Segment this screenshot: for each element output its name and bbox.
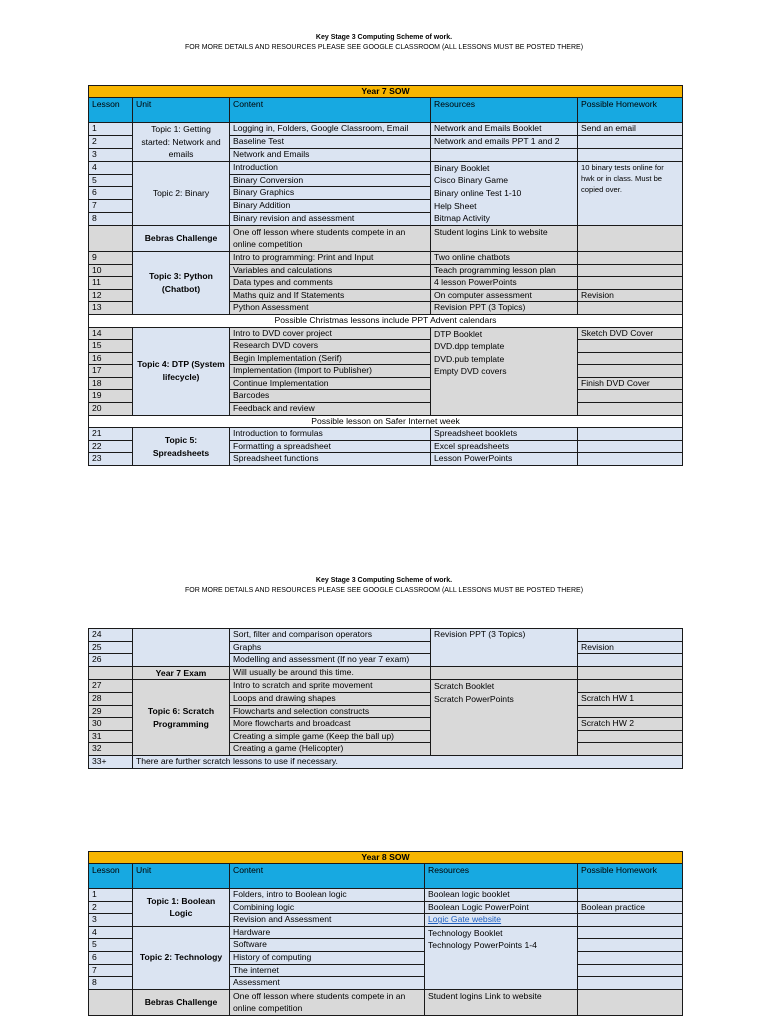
- unit-cell: Topic 2: Technology: [133, 926, 230, 989]
- lesson-number: [89, 225, 133, 251]
- resources-cell: On computer assessment: [431, 289, 578, 302]
- unit-cell: Topic 1: Boolean Logic: [133, 889, 230, 927]
- lesson-number: 2: [89, 135, 133, 148]
- homework-cell: Boolean practice: [578, 901, 683, 914]
- christmas-note: Possible Christmas lessons include PPT Advent calendars: [89, 314, 683, 327]
- homework-cell: [578, 440, 683, 453]
- content-cell: Intro to programming: Print and Input: [230, 251, 431, 264]
- content-cell: Graphs: [230, 641, 431, 654]
- lesson-number: [89, 666, 133, 680]
- table-row: [89, 680, 683, 693]
- lesson-number: 32: [89, 743, 133, 756]
- lesson-number: 4: [89, 161, 133, 174]
- content-cell: Intro to DVD cover project: [230, 327, 431, 340]
- content-cell: Baseline Test: [230, 135, 431, 148]
- table-row: [89, 428, 683, 441]
- resource-line: Technology Booklet: [428, 927, 503, 938]
- lesson-number: 6: [89, 951, 133, 964]
- resource-line: DVD.dpp template: [434, 341, 505, 352]
- lesson-number: 16: [89, 352, 133, 365]
- lesson-number: 21: [89, 428, 133, 441]
- content-cell: Python Assessment: [230, 302, 431, 315]
- content-cell: Hardware: [230, 926, 425, 939]
- lesson-number: 18: [89, 377, 133, 390]
- resource-line: Empty DVD covers: [434, 366, 507, 377]
- lesson-number: 30: [89, 718, 133, 731]
- resources-cell: Network and emails PPT 1 and 2: [431, 135, 578, 148]
- doc-header: [0, 33, 768, 52]
- unit-cell: Topic 6: Scratch Programming: [133, 680, 230, 756]
- resource-spacer: [434, 706, 574, 754]
- col-resources: Resources: [425, 864, 578, 889]
- resources-cell: Boolean Logic PowerPoint: [425, 901, 578, 914]
- unit-cell: Topic 3: Python (Chatbot): [133, 251, 230, 314]
- resources-cell: [431, 161, 578, 225]
- lesson-number: 28: [89, 692, 133, 705]
- lesson-number: 11: [89, 277, 133, 290]
- homework-cell: [578, 352, 683, 365]
- unit-cell: Topic 2: Binary: [133, 161, 230, 225]
- content-cell: Folders, intro to Boolean logic: [230, 889, 425, 902]
- homework-cell: [578, 939, 683, 952]
- homework-cell: [578, 390, 683, 403]
- resource-line: Cisco Binary Game: [434, 175, 509, 186]
- doc-header: [0, 576, 768, 595]
- lesson-number: 25: [89, 641, 133, 654]
- homework-cell: [578, 680, 683, 693]
- homework-cell: [578, 403, 683, 416]
- homework-cell: Sketch DVD Cover: [578, 327, 683, 340]
- lesson-number: 10: [89, 264, 133, 277]
- homework-cell: Revision: [578, 289, 683, 302]
- resources-cell: Excel spreadsheets: [431, 440, 578, 453]
- homework-cell: [578, 743, 683, 756]
- content-cell: Binary revision and assessment: [230, 212, 431, 225]
- content-cell: Binary Addition: [230, 200, 431, 213]
- homework-cell: [578, 340, 683, 353]
- content-cell: Feedback and review: [230, 403, 431, 416]
- content-cell: Implementation (Import to Publisher): [230, 365, 431, 378]
- content-cell: Maths quiz and If Statements: [230, 289, 431, 302]
- table-row: [89, 755, 683, 768]
- unit-cell: Year 7 Exam: [133, 666, 230, 680]
- content-cell: Variables and calculations: [230, 264, 431, 277]
- content-cell: Binary Graphics: [230, 187, 431, 200]
- content-cell: Spreadsheet functions: [230, 453, 431, 466]
- table-row: [89, 327, 683, 340]
- resources-cell: Lesson PowerPoints: [431, 453, 578, 466]
- table-row: [89, 666, 683, 680]
- lesson-number: 14: [89, 327, 133, 340]
- homework-cell: [578, 977, 683, 990]
- lesson-number: 3: [89, 148, 133, 161]
- content-cell: Creating a simple game (Keep the ball up): [230, 730, 431, 743]
- table-title: Year 8 SOW: [89, 852, 683, 864]
- content-cell: Formatting a spreadsheet: [230, 440, 431, 453]
- lesson-number: 13: [89, 302, 133, 315]
- note-row: [89, 314, 683, 327]
- table-title-row: [89, 852, 683, 864]
- resources-cell: [431, 327, 578, 415]
- table-row: [89, 889, 683, 902]
- resources-cell: Network and Emails Booklet: [431, 123, 578, 136]
- homework-cell: [578, 951, 683, 964]
- resource-line: Scratch Booklet: [434, 681, 495, 692]
- lesson-number: 17: [89, 365, 133, 378]
- homework-cell: [578, 926, 683, 939]
- homework-cell: [578, 135, 683, 148]
- homework-cell: [578, 989, 683, 1015]
- unit-cell: [133, 629, 230, 667]
- resources-cell: [425, 926, 578, 989]
- homework-cell: [578, 889, 683, 902]
- unit-cell: Bebras Challenge: [133, 989, 230, 1015]
- resources-cell: Revision PPT (3 Topics): [431, 629, 578, 667]
- lesson-number: 31: [89, 730, 133, 743]
- lesson-number: [89, 989, 133, 1015]
- content-cell: There are further scratch lessons to use if necessary.: [133, 755, 683, 768]
- doc-title: Key Stage 3 Computing Scheme of work.: [315, 34, 453, 41]
- homework-cell: [578, 428, 683, 441]
- homework-cell: [578, 914, 683, 927]
- resource-line: Binary Booklet: [434, 162, 490, 173]
- year7-sow-table: [88, 85, 683, 466]
- lesson-number: 5: [89, 174, 133, 187]
- content-cell: Network and Emails: [230, 148, 431, 161]
- homework-cell: Send an email: [578, 123, 683, 136]
- year8-sow-table: [88, 851, 683, 1016]
- col-unit: Unit: [133, 864, 230, 889]
- table-row: [89, 161, 683, 174]
- content-cell: Research DVD covers: [230, 340, 431, 353]
- column-header-row: [89, 864, 683, 889]
- homework-cell: [578, 365, 683, 378]
- lesson-number: 7: [89, 200, 133, 213]
- lesson-number: 1: [89, 123, 133, 136]
- content-cell: Data types and comments: [230, 277, 431, 290]
- col-content: Content: [230, 864, 425, 889]
- homework-cell: [578, 251, 683, 264]
- homework-cell: Finish DVD Cover: [578, 377, 683, 390]
- doc-subtitle: FOR MORE DETAILS AND RESOURCES PLEASE SEE GOOGLE CLASSROOM (ALL LESSONS MUST BE POSTED THERE): [184, 43, 584, 51]
- content-cell: Revision and Assessment: [230, 914, 425, 927]
- lesson-number: 4: [89, 926, 133, 939]
- lesson-number: 7: [89, 964, 133, 977]
- resources-cell: Two online chatbots: [431, 251, 578, 264]
- table-row: [89, 629, 683, 642]
- content-cell: History of computing: [230, 951, 425, 964]
- homework-cell: [578, 302, 683, 315]
- lesson-number: 20: [89, 403, 133, 416]
- content-cell: Flowcharts and selection constructs: [230, 705, 431, 718]
- homework-cell: [578, 730, 683, 743]
- homework-cell: [578, 964, 683, 977]
- lesson-number: 2: [89, 901, 133, 914]
- content-cell: Introduction to formulas: [230, 428, 431, 441]
- col-homework: Possible Homework: [578, 864, 683, 889]
- resource-spacer: [434, 378, 574, 414]
- resources-cell: Student logins Link to website: [431, 225, 578, 251]
- resources-cell: [431, 148, 578, 161]
- resources-cell: Teach programming lesson plan: [431, 264, 578, 277]
- col-unit: Unit: [133, 98, 230, 123]
- year7-sow-continued-table: [88, 628, 683, 769]
- note-row: [89, 415, 683, 428]
- resource-line: Help Sheet: [434, 200, 477, 211]
- homework-cell: [578, 225, 683, 251]
- resources-cell: Spreadsheet booklets: [431, 428, 578, 441]
- lesson-number: 5: [89, 939, 133, 952]
- table-title-row: [89, 86, 683, 98]
- homework-cell: Revision: [578, 641, 683, 654]
- homework-cell: [578, 277, 683, 290]
- content-cell: Begin Implementation (Serif): [230, 352, 431, 365]
- lesson-number: 27: [89, 680, 133, 693]
- content-cell: Loops and drawing shapes: [230, 692, 431, 705]
- resources-cell: Revision PPT (3 Topics): [431, 302, 578, 315]
- homework-cell: [578, 264, 683, 277]
- resources-cell: Student logins Link to website: [425, 989, 578, 1015]
- content-cell: One off lesson where students compete in an online competition: [230, 989, 425, 1015]
- lesson-number: 23: [89, 453, 133, 466]
- col-content: Content: [230, 98, 431, 123]
- resources-cell: [431, 666, 578, 680]
- lesson-number: 22: [89, 440, 133, 453]
- homework-cell: [578, 705, 683, 718]
- lesson-number: 12: [89, 289, 133, 302]
- table-row: [89, 251, 683, 264]
- safer-internet-note: Possible lesson on Safer Internet week: [89, 415, 683, 428]
- lesson-number: 1: [89, 889, 133, 902]
- resource-spacer: [428, 952, 574, 988]
- column-header-row: [89, 98, 683, 123]
- unit-cell: Topic 5: Spreadsheets: [133, 428, 230, 466]
- lesson-number: 3: [89, 914, 133, 927]
- resources-cell: Boolean logic booklet: [425, 889, 578, 902]
- content-cell: Logging in, Folders, Google Classroom, Email: [230, 123, 431, 136]
- lesson-number: 33+: [89, 755, 133, 768]
- resource-line: Binary online Test 1-10: [434, 187, 522, 198]
- content-cell: More flowcharts and broadcast: [230, 718, 431, 731]
- lesson-number: 6: [89, 187, 133, 200]
- resources-cell: [425, 914, 578, 927]
- content-cell: Software: [230, 939, 425, 952]
- content-cell: Assessment: [230, 977, 425, 990]
- lesson-number: 8: [89, 212, 133, 225]
- content-cell: Combining logic: [230, 901, 425, 914]
- unit-cell: Topic 4: DTP (System lifecycle): [133, 327, 230, 415]
- col-homework: Possible Homework: [578, 98, 683, 123]
- content-cell: One off lesson where students compete in an online competition: [230, 225, 431, 251]
- col-lesson: Lesson: [89, 98, 133, 123]
- resource-line: DTP Booklet: [434, 328, 483, 339]
- lesson-number: 15: [89, 340, 133, 353]
- content-cell: Continue Implementation: [230, 377, 431, 390]
- table-row: [89, 123, 683, 136]
- lesson-number: 29: [89, 705, 133, 718]
- homework-cell: Scratch HW 1: [578, 692, 683, 705]
- resource-line: Scratch PowerPoints: [434, 693, 514, 704]
- content-cell: Barcodes: [230, 390, 431, 403]
- doc-title: Key Stage 3 Computing Scheme of work.: [315, 577, 453, 584]
- table-row: [89, 225, 683, 251]
- unit-cell: Topic 1: Getting started: Network and emails: [133, 123, 230, 162]
- lesson-number: 24: [89, 629, 133, 642]
- resources-cell: 4 lesson PowerPoints: [431, 277, 578, 290]
- resource-line: Bitmap Activity: [434, 213, 490, 224]
- lesson-number: 26: [89, 654, 133, 667]
- content-cell: Introduction: [230, 161, 431, 174]
- resource-line: DVD.pub template: [434, 353, 505, 364]
- lesson-number: 9: [89, 251, 133, 264]
- content-cell: Intro to scratch and sprite movement: [230, 680, 431, 693]
- resources-cell: [431, 680, 578, 756]
- unit-cell: Bebras Challenge: [133, 225, 230, 251]
- logic-gate-link[interactable]: Logic Gate website: [428, 914, 502, 925]
- homework-cell: [578, 453, 683, 466]
- homework-cell: [578, 654, 683, 667]
- lesson-number: 19: [89, 390, 133, 403]
- table-title: Year 7 SOW: [89, 86, 683, 98]
- content-cell: Will usually be around this time.: [230, 666, 431, 680]
- content-cell: Binary Conversion: [230, 174, 431, 187]
- homework-cell: 10 binary tests online for hwk or in class. Must be copied over.: [578, 161, 683, 225]
- content-cell: Modelling and assessment (If no year 7 exam): [230, 654, 431, 667]
- content-cell: Creating a game (Helicopter): [230, 743, 431, 756]
- homework-cell: [578, 629, 683, 642]
- doc-subtitle: FOR MORE DETAILS AND RESOURCES PLEASE SEE GOOGLE CLASSROOM (ALL LESSONS MUST BE POSTED THERE): [184, 586, 584, 594]
- col-resources: Resources: [431, 98, 578, 123]
- homework-cell: [578, 148, 683, 161]
- homework-cell: Scratch HW 2: [578, 718, 683, 731]
- content-cell: The internet: [230, 964, 425, 977]
- col-lesson: Lesson: [89, 864, 133, 889]
- lesson-number: 8: [89, 977, 133, 990]
- content-cell: Sort, filter and comparison operators: [230, 629, 431, 642]
- table-row: [89, 989, 683, 1015]
- table-row: [89, 926, 683, 939]
- resource-line: Technology PowerPoints 1-4: [428, 940, 537, 951]
- homework-cell: [578, 666, 683, 680]
